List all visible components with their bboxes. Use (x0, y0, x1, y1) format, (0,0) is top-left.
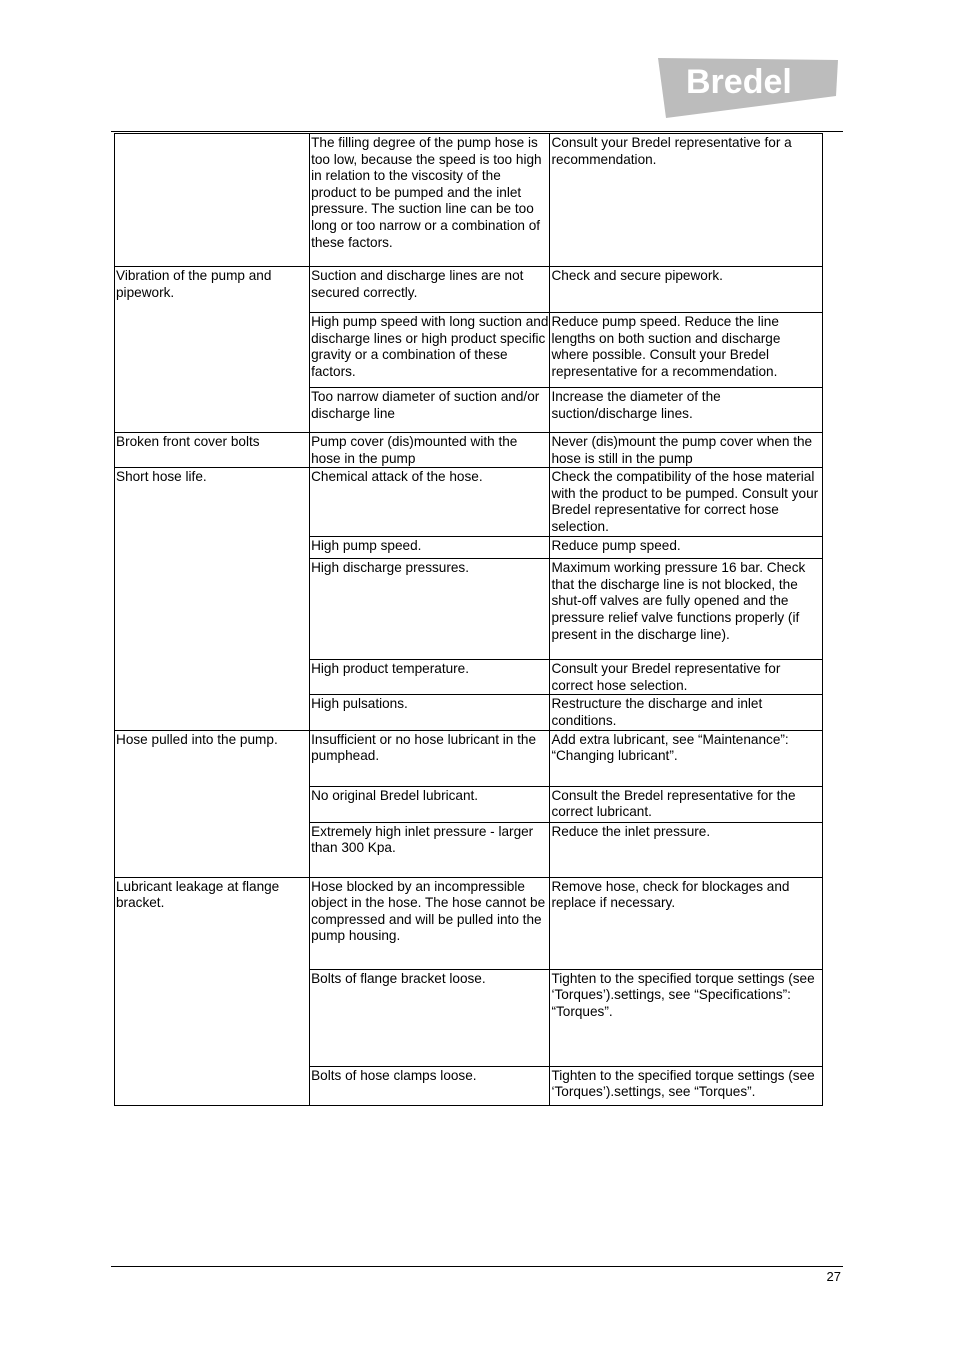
bredel-logo (656, 56, 840, 120)
fault-cell: Hose pulled into the pump. (115, 730, 310, 877)
cause-cell: High pump speed with long suction and discharge lines or high product specific gravity or a combination of these factors. (310, 313, 550, 388)
page-number: 27 (826, 1269, 841, 1284)
cause-cell: No original Bredel lubricant. (310, 786, 550, 822)
remedy-cell: Reduce pump speed. Reduce the line lengths on both suction and discharge where possible. Consult your Bredel representative for a recommendation. (550, 313, 823, 388)
cause-cell: Insufficient or no hose lubricant in the pumphead. (310, 730, 550, 786)
cause-cell: High pulsations. (310, 695, 550, 730)
cause-cell: Too narrow diameter of suction and/or discharge line (310, 388, 550, 433)
cause-cell: Pump cover (dis)mounted with the hose in the pump (310, 433, 550, 468)
cause-cell: Suction and discharge lines are not secured correctly. (310, 267, 550, 313)
cause-cell: Bolts of hose clamps loose. (310, 1066, 550, 1105)
remedy-cell: Tighten to the specified torque settings (see ‘Torques’).settings, see “Specifications”: “Torques”. (550, 969, 823, 1066)
header-rule (111, 131, 843, 132)
cause-cell: Chemical attack of the hose. (310, 468, 550, 537)
remedy-cell: Consult your Bredel representative for correct hose selection. (550, 660, 823, 695)
cause-cell: High pump speed. (310, 537, 550, 559)
remedy-cell: Consult your Bredel representative for a recommendation. (550, 134, 823, 267)
remedy-cell: Increase the diameter of the suction/discharge lines. (550, 388, 823, 433)
fault-cell: Vibration of the pump and pipework. (115, 267, 310, 433)
cause-cell: Bolts of flange bracket loose. (310, 969, 550, 1066)
table-row (115, 877, 823, 969)
fault-cell: Lubricant leakage at flange bracket. (115, 877, 310, 1105)
cause-cell: Extremely high inlet pressure - larger than 300 Kpa. (310, 822, 550, 877)
logo-text: Bredel (686, 63, 792, 101)
fault-cell: Short hose life. (115, 468, 310, 730)
cause-cell: Hose blocked by an incompressible object in the hose. The hose cannot be compressed and will be pulled into the pump housing. (310, 877, 550, 969)
table-row (115, 730, 823, 786)
remedy-cell: Check the compatibility of the hose material with the product to be pumped. Consult your Bredel representative for correct hose selection. (550, 468, 823, 537)
remedy-cell: Restructure the discharge and inlet conditions. (550, 695, 823, 730)
remedy-cell: Maximum working pressure 16 bar. Check that the discharge line is not blocked, the shut-off valves are fully opened and the pressure relief valve functions properly (if present in the discharge line). (550, 559, 823, 660)
table-row (115, 134, 823, 267)
table-row (115, 468, 823, 537)
cause-cell: The filling degree of the pump hose is too low, because the speed is too high in relation to the viscosity of the product to be pumped and the inlet pressure. The suction line can be too long or too narrow or a combination of these factors. (310, 134, 550, 267)
fault-cell (115, 134, 310, 267)
remedy-cell: Check and secure pipework. (550, 267, 823, 313)
fault-cell: Broken front cover bolts (115, 433, 310, 468)
remedy-cell: Reduce pump speed. (550, 537, 823, 559)
remedy-cell: Add extra lubricant, see “Maintenance”: “Changing lubricant”. (550, 730, 823, 786)
remedy-cell: Never (dis)mount the pump cover when the hose is still in the pump (550, 433, 823, 468)
table-row (115, 267, 823, 313)
cause-cell: High discharge pressures. (310, 559, 550, 660)
footer-rule (111, 1266, 843, 1267)
remedy-cell: Tighten to the specified torque settings (see ‘Torques’).settings, see “Torques”. (550, 1066, 823, 1105)
troubleshooting-table (114, 133, 823, 1106)
remedy-cell: Reduce the inlet pressure. (550, 822, 823, 877)
table-row (115, 433, 823, 468)
remedy-cell: Remove hose, check for blockages and replace if necessary. (550, 877, 823, 969)
remedy-cell: Consult the Bredel representative for the correct lubricant. (550, 786, 823, 822)
cause-cell: High product temperature. (310, 660, 550, 695)
